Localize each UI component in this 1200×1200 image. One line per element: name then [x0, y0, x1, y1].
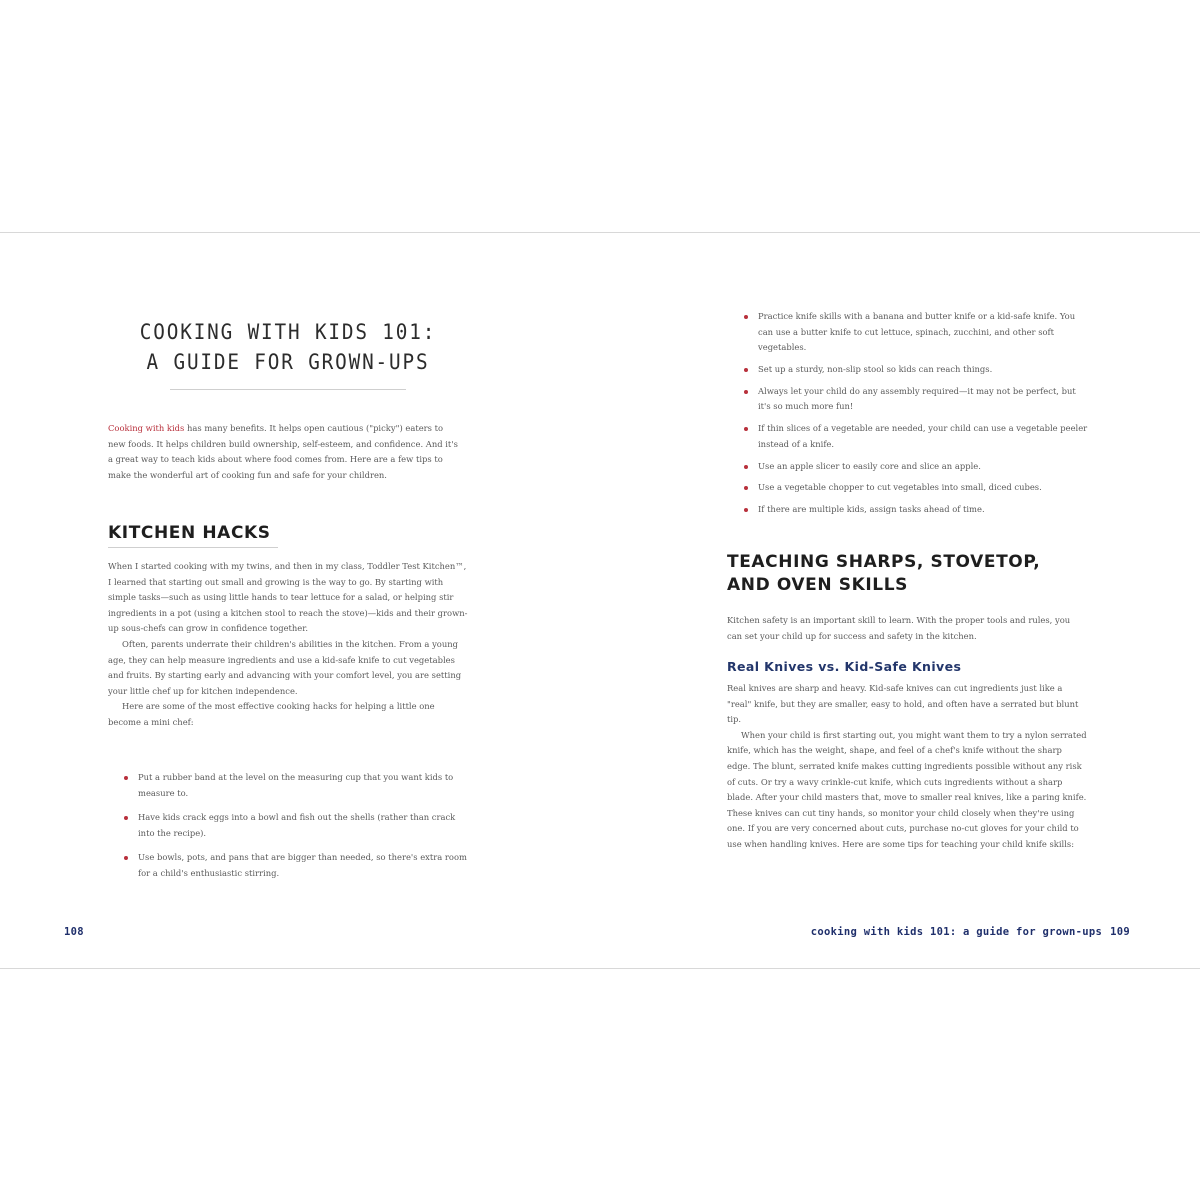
- bullet-icon: [744, 508, 748, 512]
- list-item-text: If thin slices of a vegetable are needed, your child can use a vegetable peeler instead of a knife.: [758, 423, 1088, 449]
- list-item-text: Practice knife skills with a banana and butter knife or a kid-safe knife. You can use a butter knife to cut lettuce, spinach, zucchini, and other soft vegetables.: [758, 311, 1076, 353]
- teaching-sharps-heading: TEACHING SHARPS, STOVETOP, AND OVEN SKILLS: [727, 552, 1041, 595]
- list-item: [736, 459, 1088, 475]
- list-item-text: Put a rubber band at the level on the measuring cup that you want kids to measure to.: [138, 772, 454, 798]
- sharps-intro-paragraph: Kitchen safety is an important skill to learn. With the proper tools and rules, you can set your child up for success and safety in the kitchen.: [727, 615, 1071, 641]
- right-page: [600, 233, 1200, 968]
- kitchen-hacks-heading: KITCHEN HACKS: [108, 523, 271, 543]
- list-item-text: Always let your child do any assembly required—it may not be perfect, but it's so much more fun!: [758, 385, 1076, 412]
- bullet-icon: [124, 856, 128, 860]
- bullet-icon: [124, 776, 128, 780]
- title-line-1: COOKING WITH KIDS 101:: [139, 320, 437, 344]
- hacks-paragraph-1: When I started cooking with my twins, and then in my class, Toddler Test Kitchen™, I learned that starting out small and growing is the way to go. By starting with simple tasks—such as using little hands to tear lettuce for a salad, or helping stir ingredients in a pot (using a kitchen stool to reach the stove)—kids and their grown-up sous-chefs can grow in confidence together.: [108, 561, 468, 634]
- bullet-icon: [124, 816, 128, 820]
- bullet-icon: [744, 368, 748, 372]
- left-page: [0, 233, 600, 968]
- title-line-2: A GUIDE FOR GROWN-UPS: [146, 350, 430, 374]
- knife-tips-list: [736, 309, 1088, 524]
- running-footer: [811, 926, 1130, 938]
- list-item: [736, 362, 1088, 378]
- hacks-paragraph-3: Here are some of the most effective cooking hacks for helping a little one become a mini chef:: [108, 701, 435, 727]
- book-spread: [0, 232, 1200, 969]
- kitchen-hacks-divider: [108, 547, 278, 548]
- knives-paragraph-2: When your child is first starting out, you might want them to try a nylon serrated knife, which has the weight, shape, and feel of a chef's knife without the sharp edge. The blunt, serrated knife makes cutting ingredients possible without any risk of cuts. Or try a wavy crinkle-cut knife, which cuts ingredients without a sharp blade. After your child masters that, move to smaller real knives, like a paring knife. These knives can cut tiny hands, so monitor your child closely when they're using one. If you are very concerned about cuts, purchase no-cut gloves for your child to use when handling knives. Here are some tips for teaching your child knife skills:: [727, 729, 1087, 849]
- list-item-text: Set up a sturdy, non-slip stool so kids can reach things.: [758, 363, 993, 374]
- list-item-text: Use bowls, pots, and pans that are bigger than needed, so there's extra room for a child's enthusiastic stirring.: [138, 852, 467, 878]
- list-item: [736, 421, 1088, 452]
- kitchen-hacks-list: [116, 770, 472, 891]
- hacks-paragraph-2: Often, parents underrate their children's abilities in the kitchen. From a young age, they can help measure ingredients and use a kid-safe knife to cut vegetables and fruits. By starting early and advancing with your comfort level, you are setting your little chef up for kitchen independence.: [108, 638, 462, 696]
- bullet-icon: [744, 427, 748, 431]
- bullet-icon: [744, 486, 748, 490]
- list-item: [116, 810, 472, 841]
- knives-body: [727, 681, 1087, 853]
- title-divider: [170, 389, 406, 390]
- bullet-icon: [744, 465, 748, 469]
- intro-text: has many benefits. It helps open cautious ("picky") eaters to new foods. It helps children build ownership, self-esteem, and confidence. And it's a great way to teach kids about where food comes from. Here are a few tips to make the wonderful art of cooking fun and safe for your children.: [108, 423, 458, 480]
- bullet-icon: [744, 315, 748, 319]
- kitchen-hacks-body: [108, 559, 468, 731]
- list-item: [736, 309, 1088, 356]
- list-item: [736, 384, 1088, 415]
- intro-paragraph: [108, 421, 462, 483]
- chapter-title: [108, 317, 468, 390]
- list-item: [116, 770, 472, 801]
- knives-paragraph-1: Real knives are sharp and heavy. Kid-safe knives can cut ingredients just like a "real" knife, but they are smaller, easy to hold, and often have a serrated but blunt tip.: [727, 683, 1079, 725]
- page-number-right: 109: [1110, 926, 1130, 938]
- running-head: cooking with kids 101: a guide for grown-ups: [810, 926, 1103, 938]
- bullet-icon: [744, 390, 748, 394]
- list-item-text: Have kids crack eggs into a bowl and fish out the shells (rather than crack into the recipe).: [138, 812, 456, 838]
- list-item: [736, 502, 1088, 518]
- intro-accent-text: Cooking with kids: [108, 423, 185, 433]
- list-item: [736, 480, 1088, 496]
- list-item-text: Use a vegetable chopper to cut vegetables into small, diced cubes.: [758, 482, 1042, 493]
- list-item-text: If there are multiple kids, assign tasks ahead of time.: [758, 504, 985, 515]
- page-number-left: 108: [64, 926, 84, 938]
- list-item: [116, 850, 472, 881]
- list-item-text: Use an apple slicer to easily core and slice an apple.: [758, 460, 981, 471]
- knives-subheading: Real Knives vs. Kid-Safe Knives: [727, 659, 962, 674]
